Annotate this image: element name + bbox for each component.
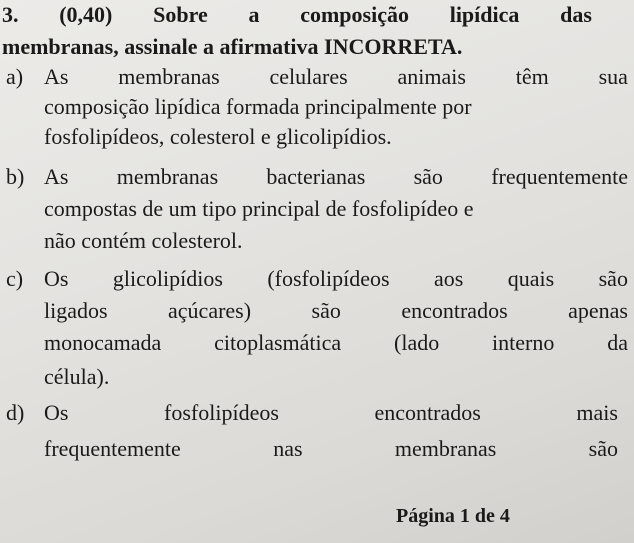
option-word: membranas <box>394 436 497 461</box>
question-prompt-line2: membranas, assinale a afirmativa INCORRETA. <box>2 34 463 59</box>
question-word: a <box>248 2 260 27</box>
option-word: citoplasmática <box>214 330 342 355</box>
question-score: (0,40) <box>59 2 113 27</box>
option-d-line2 <box>44 436 618 462</box>
option-word: sua <box>598 64 628 89</box>
option-word: aos <box>433 266 464 291</box>
option-word: (lado <box>394 330 440 355</box>
option-word: apenas <box>568 298 628 323</box>
option-word: encontrados <box>374 400 481 425</box>
option-b-label: b) <box>6 164 25 189</box>
question-header-line <box>2 2 592 28</box>
option-c-label: c) <box>6 266 24 291</box>
option-word: são <box>311 298 341 323</box>
option-word: fosfolipídeos <box>164 400 279 425</box>
option-c-line1 <box>44 266 628 292</box>
option-a-line2: composição lipídica formada principalmente por <box>44 94 472 119</box>
option-word: são <box>413 164 443 189</box>
option-word: monocamada <box>44 330 162 355</box>
option-c-line2 <box>44 298 628 324</box>
option-word: frequentemente <box>491 164 628 189</box>
option-c-line3 <box>44 330 628 356</box>
option-word: As <box>44 164 69 189</box>
option-word: celulares <box>269 64 348 89</box>
option-b-line3: não contém colesterol. <box>44 228 243 253</box>
option-word: interno <box>492 330 555 355</box>
option-d-label: d) <box>6 400 25 425</box>
question-number: 3. <box>2 2 19 27</box>
option-word: mais <box>576 400 618 425</box>
question-word: composição <box>300 2 409 27</box>
option-word: membranas <box>116 164 219 189</box>
option-word: têm <box>515 64 549 89</box>
option-word: açúcares) <box>168 298 252 323</box>
option-word: frequentemente <box>44 436 181 461</box>
question-word: das <box>560 2 592 27</box>
option-a-label: a) <box>6 64 24 89</box>
option-word: membranas <box>118 64 220 89</box>
question-word: lipídica <box>449 2 520 27</box>
option-b-line1 <box>44 164 628 190</box>
option-b-line2: compostas de um tipo principal de fosfolipídeo e <box>44 196 474 221</box>
option-word: encontrados <box>401 298 508 323</box>
option-a-line1 <box>44 64 628 90</box>
option-a-line3: fosfolipídeos, colesterol e glicolipídios. <box>44 124 392 149</box>
option-word: são <box>598 266 628 291</box>
option-word: ligados <box>44 298 108 323</box>
question-word: Sobre <box>153 2 208 27</box>
option-word: da <box>607 330 628 355</box>
option-c-line4: célula). <box>44 364 110 389</box>
option-word: animais <box>397 64 466 89</box>
option-word: glicolipídios <box>112 266 223 291</box>
option-word: são <box>588 436 618 461</box>
option-word: (fosfolipídeos <box>267 266 390 291</box>
option-word: quais <box>507 266 555 291</box>
page-number-footer: Página 1 de 4 <box>396 505 510 527</box>
option-word: bacterianas <box>266 164 366 189</box>
option-d-line1 <box>44 400 618 426</box>
option-word: nas <box>273 436 303 461</box>
option-word: Os <box>44 400 69 425</box>
option-word: Os <box>44 266 69 291</box>
option-word: As <box>44 64 69 89</box>
